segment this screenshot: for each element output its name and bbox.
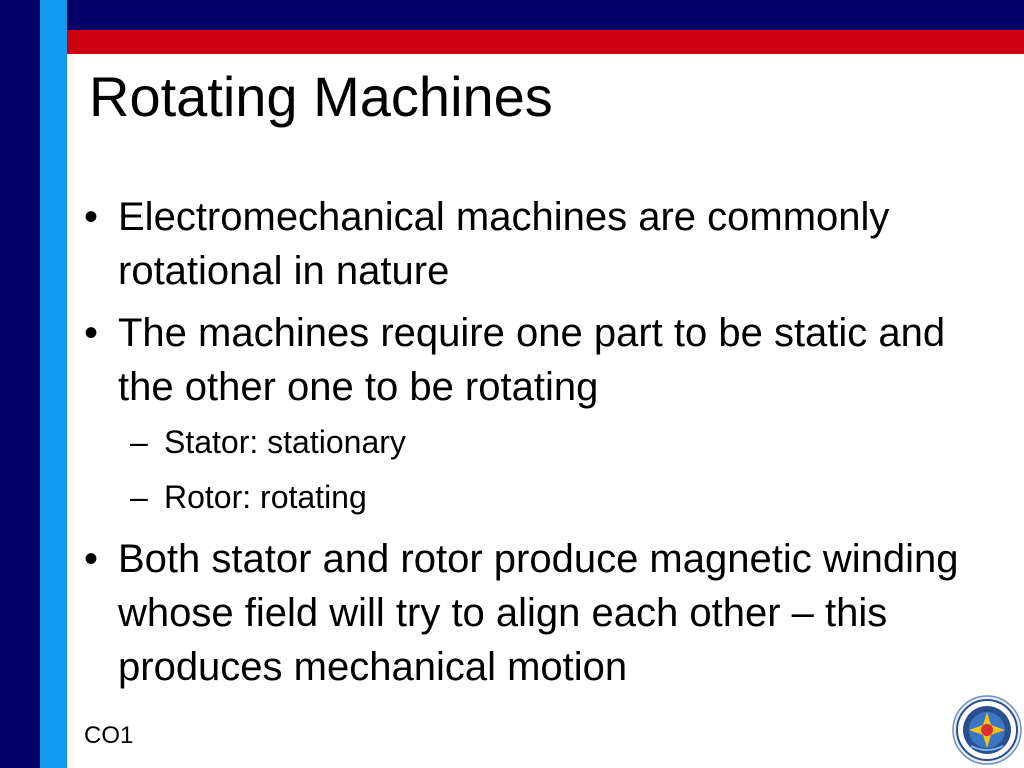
top-red-band bbox=[0, 30, 1024, 54]
left-navy-band bbox=[0, 0, 40, 768]
left-blue-band bbox=[40, 0, 67, 768]
bullet-item bbox=[84, 532, 984, 694]
bullet-item bbox=[84, 190, 984, 298]
sub-bullet-item bbox=[130, 477, 984, 517]
bullet-text: Electromechanical machines are commonly rotational in nature bbox=[118, 195, 890, 293]
slide-title: Rotating Machines bbox=[89, 65, 553, 128]
sub-bullet-marker: – bbox=[130, 424, 148, 460]
university-seal-icon bbox=[951, 694, 1023, 766]
top-navy-band bbox=[0, 0, 1024, 30]
sub-bullet-item bbox=[130, 422, 984, 462]
footer-code: CO1 bbox=[84, 722, 134, 749]
bullet-item bbox=[84, 306, 984, 414]
bullet-text: The machines require one part to be static and the other one to be rotating bbox=[118, 311, 946, 409]
bullet-marker: • bbox=[84, 195, 99, 239]
bullet-marker: • bbox=[84, 311, 99, 355]
bullet-marker: • bbox=[84, 537, 99, 581]
sub-bullet-text: Stator: stationary bbox=[164, 424, 406, 460]
bullet-text: Both stator and rotor produce magnetic winding whose field will try to align each other – this produces mechanical motion bbox=[118, 537, 959, 689]
bullet-list bbox=[84, 190, 984, 702]
sub-bullet-text: Rotor: rotating bbox=[164, 479, 367, 515]
sub-bullet-marker: – bbox=[130, 479, 148, 515]
